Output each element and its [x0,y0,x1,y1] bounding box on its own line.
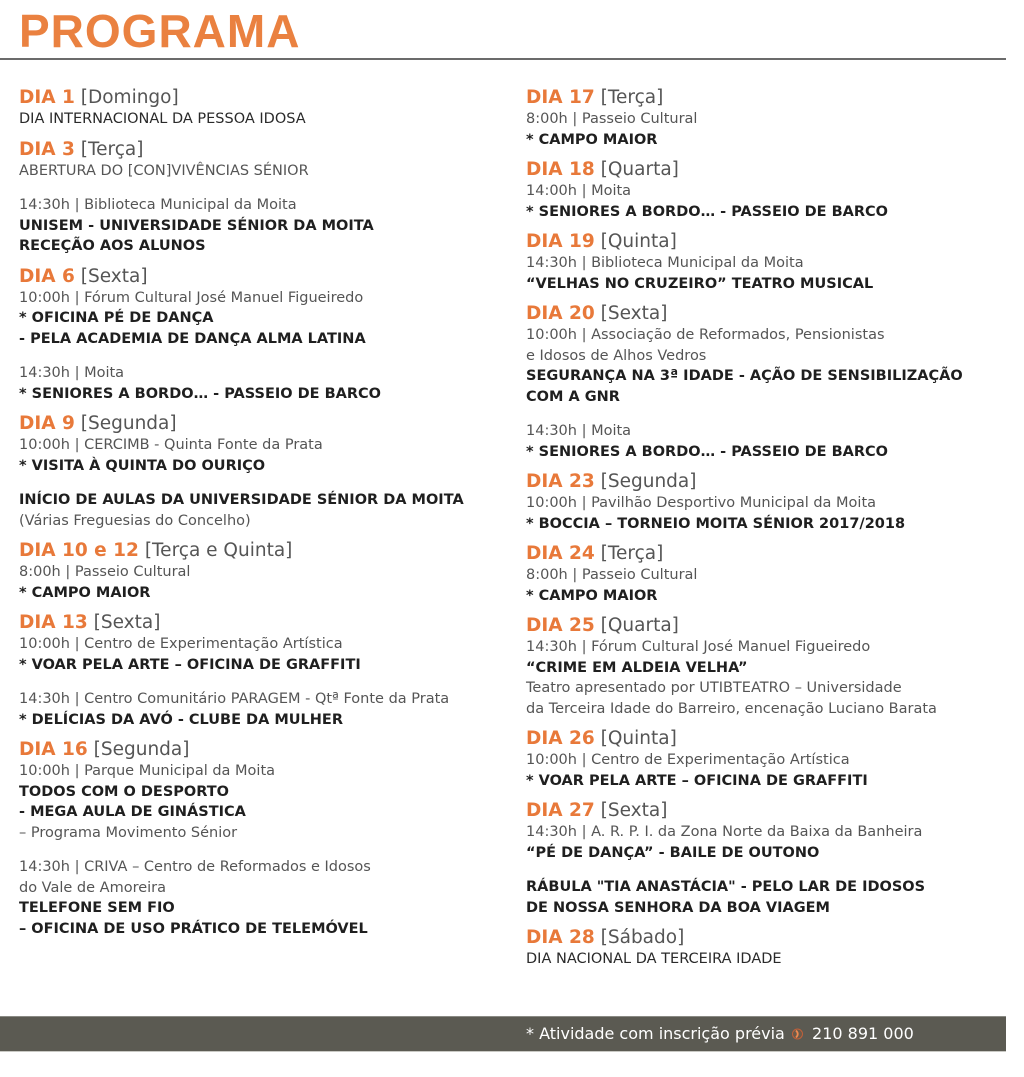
weekday-label: [Quarta] [600,159,679,180]
day-number: DIA 18 [526,159,595,180]
event-title: RÁBULA "TIA ANASTÁCIA" - PELO LAR DE IDOSOS [526,879,926,895]
day-heading [19,611,509,634]
event-title: * CAMPO MAIOR [526,131,658,148]
event-info: 10:00h | Fórum Cultural José Manuel Figueiredo [19,289,364,306]
day-entry [526,542,1016,606]
event-info: 14:30h | A. R. P. I. da Zona Norte da Baixa da Banheira [526,824,923,840]
event-info: Teatro apresentado por UTIBTEATRO – Universidade [526,680,902,696]
event-info: (Várias Freguesias do Concelho) [19,512,251,529]
day-number: DIA 23 [526,471,595,492]
event-title: INÍCIO DE AULAS DA UNIVERSIDADE SÉNIOR DA MOITA [19,492,464,508]
event-info: 10:00h | Pavilhão Desportivo Municipal da Moita [526,495,877,511]
day-entry [526,86,1016,150]
event-info: 10:00h | Parque Municipal da Moita [19,763,276,779]
event-text: DIA NACIONAL DA TERCEIRA IDADE [526,951,782,967]
event-title: * VOAR PELA ARTE – OFICINA DE GRAFFITI [19,656,361,673]
event-info: 8:00h | Passeio Cultural [526,567,698,583]
day-entry [19,138,509,257]
spacer [19,675,509,689]
day-number: DIA 17 [526,87,595,108]
weekday-label: [Terça e Quinta] [144,540,293,561]
event-title: - MEGA AULA DE GINÁSTICA [19,804,246,820]
footer-note [526,1023,914,1045]
event-title: TODOS COM O DESPORTO [19,783,229,800]
day-entry [19,412,509,531]
schedule-left-column [19,86,509,947]
event-info: 8:00h | Passeio Cultural [526,111,698,127]
day-number: DIA 6 [19,265,75,287]
day-entry [526,727,1016,791]
day-heading [526,302,1016,325]
event-info: 10:00h | Centro de Experimentação Artística [526,752,850,768]
event-info: 14:30h | Moita [526,423,632,439]
event-title: * BOCCIA – TORNEIO MOITA SÉNIOR 2017/2018 [526,515,906,532]
registration-note: * Atividade com inscrição prévia [526,1024,785,1043]
weekday-label: [Segunda] [80,413,177,434]
day-heading [19,412,509,435]
day-entry [526,470,1016,534]
event-title: * SENIORES A BORDO… - PASSEIO DE BARCO [19,385,382,402]
day-heading [526,542,1016,565]
day-number: DIA 16 [19,739,88,760]
event-info: ABERTURA DO [CON]VIVÊNCIAS SÉNIOR [19,162,309,179]
day-number: DIA 1 [19,87,75,108]
event-title: “PÉ DE DANÇA” - BAILE DE OUTONO [526,844,820,861]
spacer [526,407,1016,421]
event-title: RECEÇÃO AOS ALUNOS [19,238,206,254]
weekday-label: [Terça] [600,87,664,108]
day-number: DIA 13 [19,612,88,633]
day-heading [526,230,1016,253]
event-info: da Terceira Idade do Barreiro, encenação Luciano Barata [526,700,937,717]
day-number: DIA 26 [526,728,595,749]
page-title: PROGRAMA [19,5,301,57]
event-title: * CAMPO MAIOR [526,587,658,604]
day-number: DIA 25 [526,615,595,636]
event-title: “CRIME EM ALDEIA VELHA” [526,659,748,676]
weekday-label: [Segunda] [600,471,697,492]
event-title: “VELHAS NO CRUZEIRO” TEATRO MUSICAL [526,275,874,292]
event-info: 14:30h | Centro Comunitário PARAGEM - Qtª Fonte da Prata [19,691,450,707]
header-divider [0,58,1006,60]
schedule-right-column [526,86,1016,978]
spacer [19,843,509,857]
weekday-label: [Segunda] [93,739,190,760]
footer-bar [0,1016,1006,1052]
day-entry [19,539,509,603]
event-title: * VOAR PELA ARTE – OFICINA DE GRAFFITI [526,772,868,789]
day-heading [19,539,509,562]
day-entry [526,614,1016,719]
day-number: DIA 3 [19,138,75,160]
event-info: 14:30h | CRIVA – Centro de Reformados e Idosos [19,859,371,875]
event-title: – OFICINA DE USO PRÁTICO DE TELEMÓVEL [19,920,368,937]
day-entry [526,926,1016,970]
event-title: TELEFONE SEM FIO [19,900,175,916]
day-entry [19,265,509,405]
weekday-label: [Quarta] [600,615,679,636]
weekday-label: [Terça] [600,543,664,564]
spacer [19,349,509,363]
weekday-label: [Sexta] [80,265,148,287]
event-text: DIA INTERNACIONAL DA PESSOA IDOSA [19,111,306,127]
event-title: UNISEM - UNIVERSIDADE SÉNIOR DA MOITA [19,217,374,234]
event-info: 8:00h | Passeio Cultural [19,564,191,580]
day-heading [19,86,509,109]
weekday-label: [Sábado] [600,927,685,948]
event-info: e Idosos de Alhos Vedros [526,347,707,364]
event-title: * SENIORES A BORDO… - PASSEIO DE BARCO [526,443,889,460]
event-info: do Vale de Amoreira [19,879,167,896]
weekday-label: [Terça] [80,138,144,160]
day-heading [526,926,1016,949]
day-entry [19,738,509,939]
day-entry [526,302,1016,462]
event-title: * DELÍCIAS DA AVÓ - CLUBE DA MULHER [19,711,344,728]
phone-number[interactable]: 210 891 000 [812,1024,914,1043]
event-title: COM A GNR [526,388,620,405]
event-title: * SENIORES A BORDO… - PASSEIO DE BARCO [526,203,889,220]
day-entry [19,86,509,130]
day-heading [19,738,509,761]
event-title: SEGURANÇA NA 3ª IDADE - AÇÃO DE SENSIBILIZAÇÃO [526,368,963,384]
day-heading [526,86,1016,109]
event-info: 10:00h | CERCIMB - Quinta Fonte da Prata [19,437,323,453]
weekday-label: [Sexta] [600,303,668,324]
day-number: DIA 20 [526,303,595,324]
day-heading [526,470,1016,493]
weekday-label: [Quinta] [600,231,677,252]
event-info: 10:00h | Centro de Experimentação Artística [19,636,343,652]
day-heading [526,158,1016,181]
event-info: – Programa Movimento Sénior [19,824,238,841]
weekday-label: [Sexta] [600,800,668,821]
day-heading [526,614,1016,637]
spacer [19,181,509,195]
event-info: 14:00h | Moita [526,183,632,199]
event-title: DE NOSSA SENHORA DA BOA VIAGEM [526,899,830,916]
day-number: DIA 19 [526,231,595,252]
day-number: DIA 28 [526,927,595,948]
day-number: DIA 9 [19,413,75,434]
weekday-label: [Sexta] [93,612,161,633]
day-heading [526,727,1016,750]
day-number: DIA 27 [526,800,595,821]
event-info: 14:30h | Biblioteca Municipal da Moita [19,197,297,213]
event-title: - PELA ACADEMIA DE DANÇA ALMA LATINA [19,330,366,347]
weekday-label: [Domingo] [80,87,179,108]
day-entry [19,611,509,730]
event-info: 10:00h | Associação de Reformados, Pensionistas [526,327,885,343]
day-entry [526,230,1016,294]
day-entry [526,158,1016,222]
event-info: 14:30h | Biblioteca Municipal da Moita [526,255,804,271]
day-number: DIA 24 [526,543,595,564]
day-heading [526,799,1016,822]
day-heading [19,265,509,288]
event-title: * VISITA À QUINTA DO OURIÇO [19,457,266,474]
spacer [526,863,1016,877]
event-title: * CAMPO MAIOR [19,584,151,601]
day-number: DIA 10 e 12 [19,540,139,561]
spacer [19,476,509,490]
weekday-label: [Quinta] [600,728,677,749]
event-info: 14:30h | Fórum Cultural José Manuel Figueiredo [526,639,871,655]
event-title: * OFICINA PÉ DE DANÇA [19,310,214,326]
phone-icon [792,1025,803,1039]
day-heading [19,138,509,161]
event-info: 14:30h | Moita [19,365,125,381]
day-entry [526,799,1016,918]
